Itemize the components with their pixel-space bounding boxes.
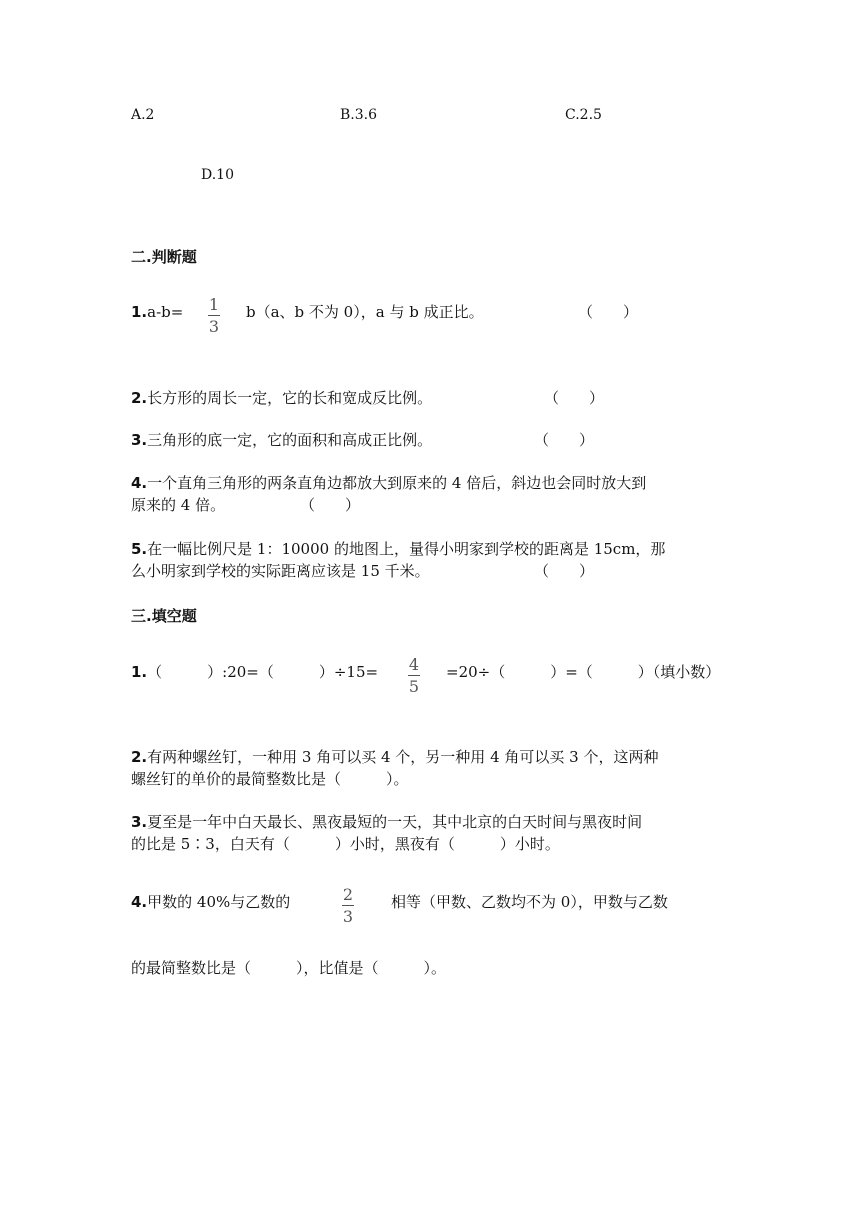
fraction-four-fifths bbox=[408, 656, 420, 696]
item-number: 4. bbox=[131, 893, 148, 911]
item-number: 4. bbox=[131, 474, 148, 492]
judgement-item-2 bbox=[131, 388, 432, 408]
item-number: 2. bbox=[131, 748, 148, 766]
item-number: 5. bbox=[131, 540, 148, 558]
item-text: 夏至是一年中白天最长、黑夜最短的一天，其中北京的白天时间与黑夜时间 bbox=[147, 813, 643, 831]
fill-item-4-line1 bbox=[131, 892, 290, 912]
option-b: B.3.6 bbox=[340, 107, 378, 123]
item-text: 长方形的周长一定，它的长和宽成反比例。 bbox=[147, 389, 433, 407]
option-d: D.10 bbox=[201, 167, 234, 183]
answer-paren: （ ） bbox=[300, 496, 361, 514]
item-text-pre: a-b= bbox=[147, 303, 184, 321]
judgement-item-5-line2: 么小明家到学校的实际距离应该是 15 千米。 bbox=[131, 562, 430, 580]
judgement-item-5-line1 bbox=[131, 539, 665, 559]
judgement-item-4-line1 bbox=[131, 473, 646, 493]
judgement-item-1-post: b（a、b 不为 0），a 与 b 成正比。 bbox=[246, 303, 484, 321]
item-number: 1. bbox=[131, 303, 148, 321]
item-number: 2. bbox=[131, 389, 148, 407]
fill-item-4-line2: 的最简整数比是（ ），比值是（ ）。 bbox=[131, 959, 447, 977]
answer-paren: （ ） bbox=[578, 303, 639, 321]
answer-paren: （ ） bbox=[534, 431, 595, 449]
fill-item-1 bbox=[131, 662, 378, 682]
fraction-two-thirds bbox=[342, 886, 354, 926]
fraction-bar bbox=[342, 905, 354, 906]
fraction-numerator: 4 bbox=[408, 655, 420, 674]
item-text: 在一幅比例尺是 1：10000 的地图上，量得小明家到学校的距离是 15cm，那 bbox=[147, 540, 666, 558]
option-a: A.2 bbox=[131, 107, 155, 123]
fraction-bar bbox=[208, 315, 220, 316]
option-c: C.2.5 bbox=[565, 107, 602, 123]
item-number: 3. bbox=[131, 813, 148, 831]
answer-paren: （ ） bbox=[544, 389, 605, 407]
fraction-bar bbox=[408, 675, 420, 676]
fraction-one-third bbox=[208, 296, 220, 336]
fill-item-2-line2: 螺丝钉的单价的最简整数比是（ ）。 bbox=[131, 770, 409, 788]
item-text: 有两种螺丝钉，一种用 3 角可以买 4 个，另一种用 4 角可以买 3 个，这两种 bbox=[147, 748, 659, 766]
fill-item-4-post: 相等（甲数、乙数均不为 0），甲数与乙数 bbox=[391, 893, 668, 911]
item-number: 1. bbox=[131, 663, 148, 681]
fill-item-1-post: =20÷（ ）=（ ）（填小数） bbox=[446, 663, 721, 681]
item-text-pre: 甲数的 40%与乙数的 bbox=[147, 893, 291, 911]
section-title-fill-in: 三.填空题 bbox=[131, 607, 197, 625]
judgement-item-4-line2: 原来的 4 倍。 bbox=[131, 496, 226, 514]
judgement-item-3 bbox=[131, 430, 432, 450]
item-number: 3. bbox=[131, 431, 148, 449]
item-text: 一个直角三角形的两条直角边都放大到原来的 4 倍后，斜边也会同时放大到 bbox=[147, 474, 647, 492]
fraction-denominator: 3 bbox=[342, 907, 354, 926]
item-text-pre: （ ）:20=（ ）÷15= bbox=[147, 663, 379, 681]
fill-item-3-line2: 的比是 5∶3，白天有（ ）小时，黑夜有（ ）小时。 bbox=[131, 835, 560, 853]
judgement-item-1 bbox=[131, 302, 183, 322]
fraction-numerator: 1 bbox=[208, 295, 220, 314]
answer-paren: （ ） bbox=[534, 562, 595, 580]
fraction-denominator: 5 bbox=[408, 677, 420, 696]
item-text: 三角形的底一定，它的面积和高成正比例。 bbox=[147, 431, 433, 449]
fill-item-2-line1 bbox=[131, 747, 658, 767]
fraction-denominator: 3 bbox=[208, 317, 220, 336]
section-title-judgement: 二.判断题 bbox=[131, 248, 197, 266]
fill-item-3-line1 bbox=[131, 812, 642, 832]
fraction-numerator: 2 bbox=[342, 885, 354, 904]
